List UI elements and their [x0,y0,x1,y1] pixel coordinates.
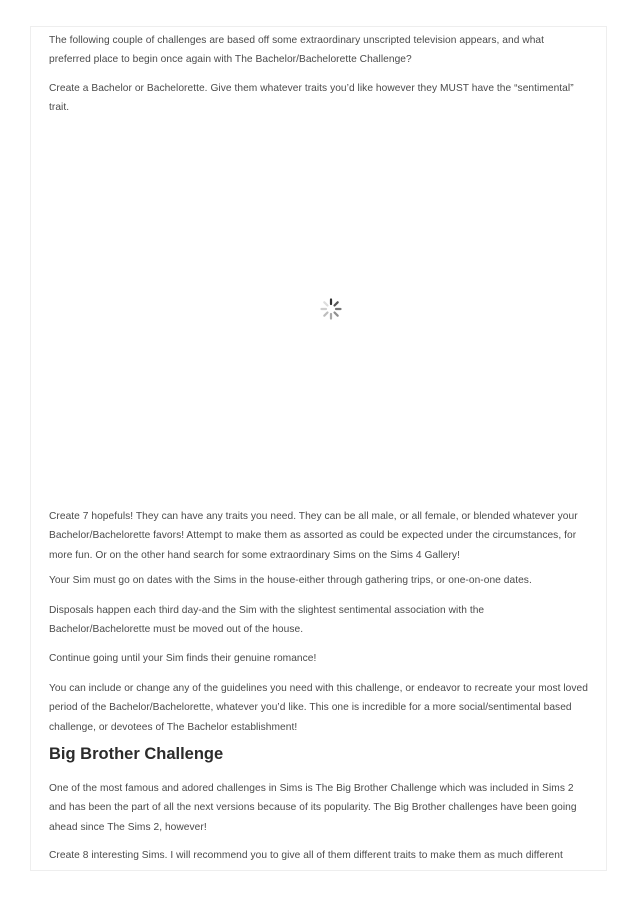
paragraph-change-guidelines: You can include or change any of the guidelines you need with this challenge, or endeavor to recreate your most loved period of the Bachelor/Bachelorette, whatever you’d like. This one is incredible for a more social/sentimental based challenge, or devotees of The Bachelor establishment! [49,683,588,733]
paragraph-big-brother-intro: One of the most famous and adored challenges in Sims is The Big Brother Challenge which was included in Sims 2 and has been the part of all the next versions because of its popularity. The Big Brother challenges have been going ahead since The Sims 2, however! [49,783,577,833]
paragraph-continue: Continue going until your Sim finds their genuine romance! [49,653,317,664]
paragraph-intro: The following couple of challenges are based off some extraordinary unscripted television appears, and what preferred place to begin once again with The Bachelor/Bachelorette Challenge? [49,35,545,66]
document-page [30,26,607,871]
paragraph-create-bachelor: Create a Bachelor or Bachelorette. Give them whatever traits you’d like however they MUST have the “sentimental” trait. [49,83,574,114]
paragraph-dates: Your Sim must go on dates with the Sims in the house-either through gathering trips, or one-on-one dates. [49,575,532,586]
paragraph-create-hopefuls: Create 7 hopefuls! They can have any traits you need. They can be all male, or all female, or blended whatever your Bachelor/Bachelorette favors! Attempt to make them as assorted as could be expected under the circumstances, for more fun. Or on the other hand search for some extraordinary Sims on the Sims 4 Gallery! [49,511,578,561]
loading-spinner-icon [319,297,343,321]
heading-big-brother: Big Brother Challenge [49,745,224,763]
embedded-media-placeholder [49,123,588,503]
paragraph-create-sims: Create 8 interesting Sims. I will recommend you to give all of them different traits to make them as much different [49,850,563,861]
paragraph-disposals: Disposals happen each third day-and the Sim with the slightest sentimental association with the Bachelor/Bachelorette must be moved out of the house. [49,605,485,636]
